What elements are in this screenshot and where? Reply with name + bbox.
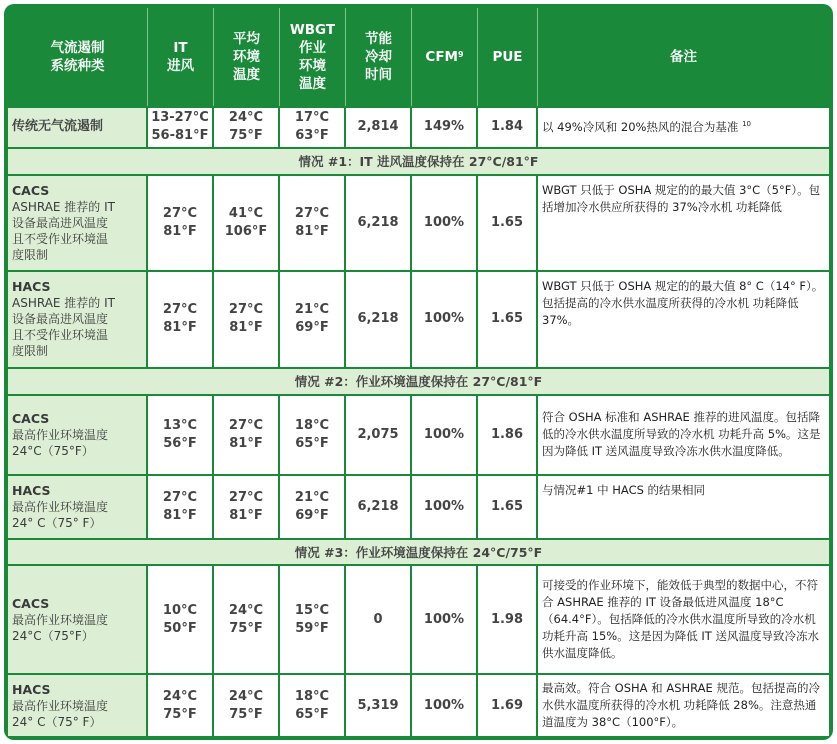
it-inlet: 24°C 75°F [148, 673, 214, 736]
header-it-inlet: IT 进风 [148, 8, 214, 106]
row-name: HACS ASHRAE 推荐的 IT 设备最高进风温度 且不受作业环境温 度限制 [8, 270, 148, 367]
table-row [8, 394, 829, 474]
economizer-hours: 5,319 [346, 673, 412, 736]
note: 与情况#1 中 HACS 的结果相同 [538, 474, 829, 538]
scenario-3-title: 情况 #3：作业环境温度保持在 24°C/75°F [8, 538, 829, 565]
header-cfm: CFM$^9$ [412, 8, 478, 106]
avg-ambient: 41°C 106°F [214, 174, 280, 271]
cfm: 100% [412, 394, 478, 474]
economizer-hours: 6,218 [346, 174, 412, 271]
it-inlet: 13°C 56°F [148, 394, 214, 474]
row-name: HACS 最高作业环境温度 24° C（75° F） [8, 474, 148, 538]
pue: 1.98 [478, 564, 538, 673]
note: WBGT 只低于 OSHA 规定的的最大值 8° C（14° F）。包括提高的冷水供水温度所获得的冷水机 功耗降低 37%。 [538, 270, 829, 367]
economizer-hours: 6,218 [346, 270, 412, 367]
it-inlet: 27°C 81°F [148, 270, 214, 367]
wbgt: 15°C 59°F [280, 564, 346, 673]
wbgt: 21°C 69°F [280, 474, 346, 538]
avg-ambient: 27°C 81°F [214, 394, 280, 474]
containment-comparison-table [8, 8, 829, 736]
table-row [8, 673, 829, 736]
row-name: CACS ASHRAE 推荐的 IT 设备最高进风温度 且不受作业环境温 度限制 [8, 174, 148, 271]
avg-ambient: 27°C 81°F [214, 474, 280, 538]
header-containment-type: 气流遏制 系统种类 [8, 8, 148, 106]
legacy-wbgt: 17°C 63°F [280, 106, 346, 147]
cfm: 100% [412, 270, 478, 367]
note: 最高效。符合 OSHA 和 ASHRAE 规范。包括提高的冷水供水温度所获得的冷水机 功耗降低 28%。注意热通道温度为 38°C（100°F）。 [538, 673, 829, 736]
note: 可接受的作业环境下，能效低于典型的数据中心，不符合 ASHRAE 推荐的 IT 设备最低进风温度 18°C（64.4°F）。包括降低的冷水供水温度所导致的冷水机 功耗升高 15%。这是因为降低 IT 送风温度导致冷冻水供水温度降低。 [538, 564, 829, 673]
it-inlet: 10°C 50°F [148, 564, 214, 673]
avg-ambient: 24°C 75°F [214, 564, 280, 673]
table-row [8, 174, 829, 271]
legacy-it-inlet: 13-27°C 56-81°F [148, 106, 214, 147]
it-inlet: 27°C 81°F [148, 474, 214, 538]
scenario-1-title: 情况 #1：IT 进风温度保持在 27°C/81°F [8, 147, 829, 174]
row-name: HACS 最高作业环境温度 24° C（75° F） [8, 673, 148, 736]
economizer-hours: 6,218 [346, 474, 412, 538]
scenario-1-header [8, 147, 829, 174]
header-pue: PUE [478, 8, 538, 106]
cfm: 100% [412, 474, 478, 538]
wbgt: 21°C 69°F [280, 270, 346, 367]
row-name: CACS 最高作业环境温度 24°C（75°F） [8, 394, 148, 474]
table-row [8, 474, 829, 538]
table-row-legacy [8, 106, 829, 147]
pue: 1.69 [478, 673, 538, 736]
table-row [8, 564, 829, 673]
header-notes: 备注 [538, 8, 829, 106]
pue: 1.86 [478, 394, 538, 474]
legacy-note: 以 49%冷风和 20%热风的混合为基准 $^{10}$ [538, 106, 829, 147]
header-wbgt: WBGT 作业 环境 温度 [280, 8, 346, 106]
header-row [8, 8, 829, 106]
avg-ambient: 24°C 75°F [214, 673, 280, 736]
header-economizer-hours: 节能 冷却 时间 [346, 8, 412, 106]
scenario-3-header [8, 538, 829, 565]
legacy-pue: 1.84 [478, 106, 538, 147]
economizer-hours: 2,075 [346, 394, 412, 474]
it-inlet: 27°C 81°F [148, 174, 214, 271]
pue: 1.65 [478, 270, 538, 367]
cfm: 100% [412, 174, 478, 271]
cfm: 100% [412, 564, 478, 673]
legacy-hours: 2,814 [346, 106, 412, 147]
note: 符合 OSHA 标准和 ASHRAE 推荐的进风温度。包括降低的冷水供水温度所导致的冷水机 功耗升高 5%。这是因为降低 IT 送风温度导致冷冻水供水温度降低。 [538, 394, 829, 474]
cfm: 100% [412, 673, 478, 736]
pue: 1.65 [478, 474, 538, 538]
economizer-hours: 0 [346, 564, 412, 673]
scenario-2-header [8, 367, 829, 394]
scenario-2-title: 情况 #2：作业环境温度保持在 27°C/81°F [8, 367, 829, 394]
legacy-cfm: 149% [412, 106, 478, 147]
legacy-name: 传统无气流遏制 [8, 106, 148, 147]
note: WBGT 只低于 OSHA 规定的的最大值 3°C（5°F）。包括增加冷水供应所获得的 37%冷水机 功耗降低 [538, 174, 829, 271]
row-name: CACS 最高作业环境温度 24°C（75°F） [8, 564, 148, 673]
legacy-avg-ambient: 24°C 75°F [214, 106, 280, 147]
wbgt: 18°C 65°F [280, 673, 346, 736]
wbgt: 18°C 65°F [280, 394, 346, 474]
table-row [8, 270, 829, 367]
containment-comparison-table-frame [4, 4, 833, 740]
pue: 1.65 [478, 174, 538, 271]
header-avg-ambient: 平均 环境 温度 [214, 8, 280, 106]
wbgt: 27°C 81°F [280, 174, 346, 271]
avg-ambient: 27°C 81°F [214, 270, 280, 367]
